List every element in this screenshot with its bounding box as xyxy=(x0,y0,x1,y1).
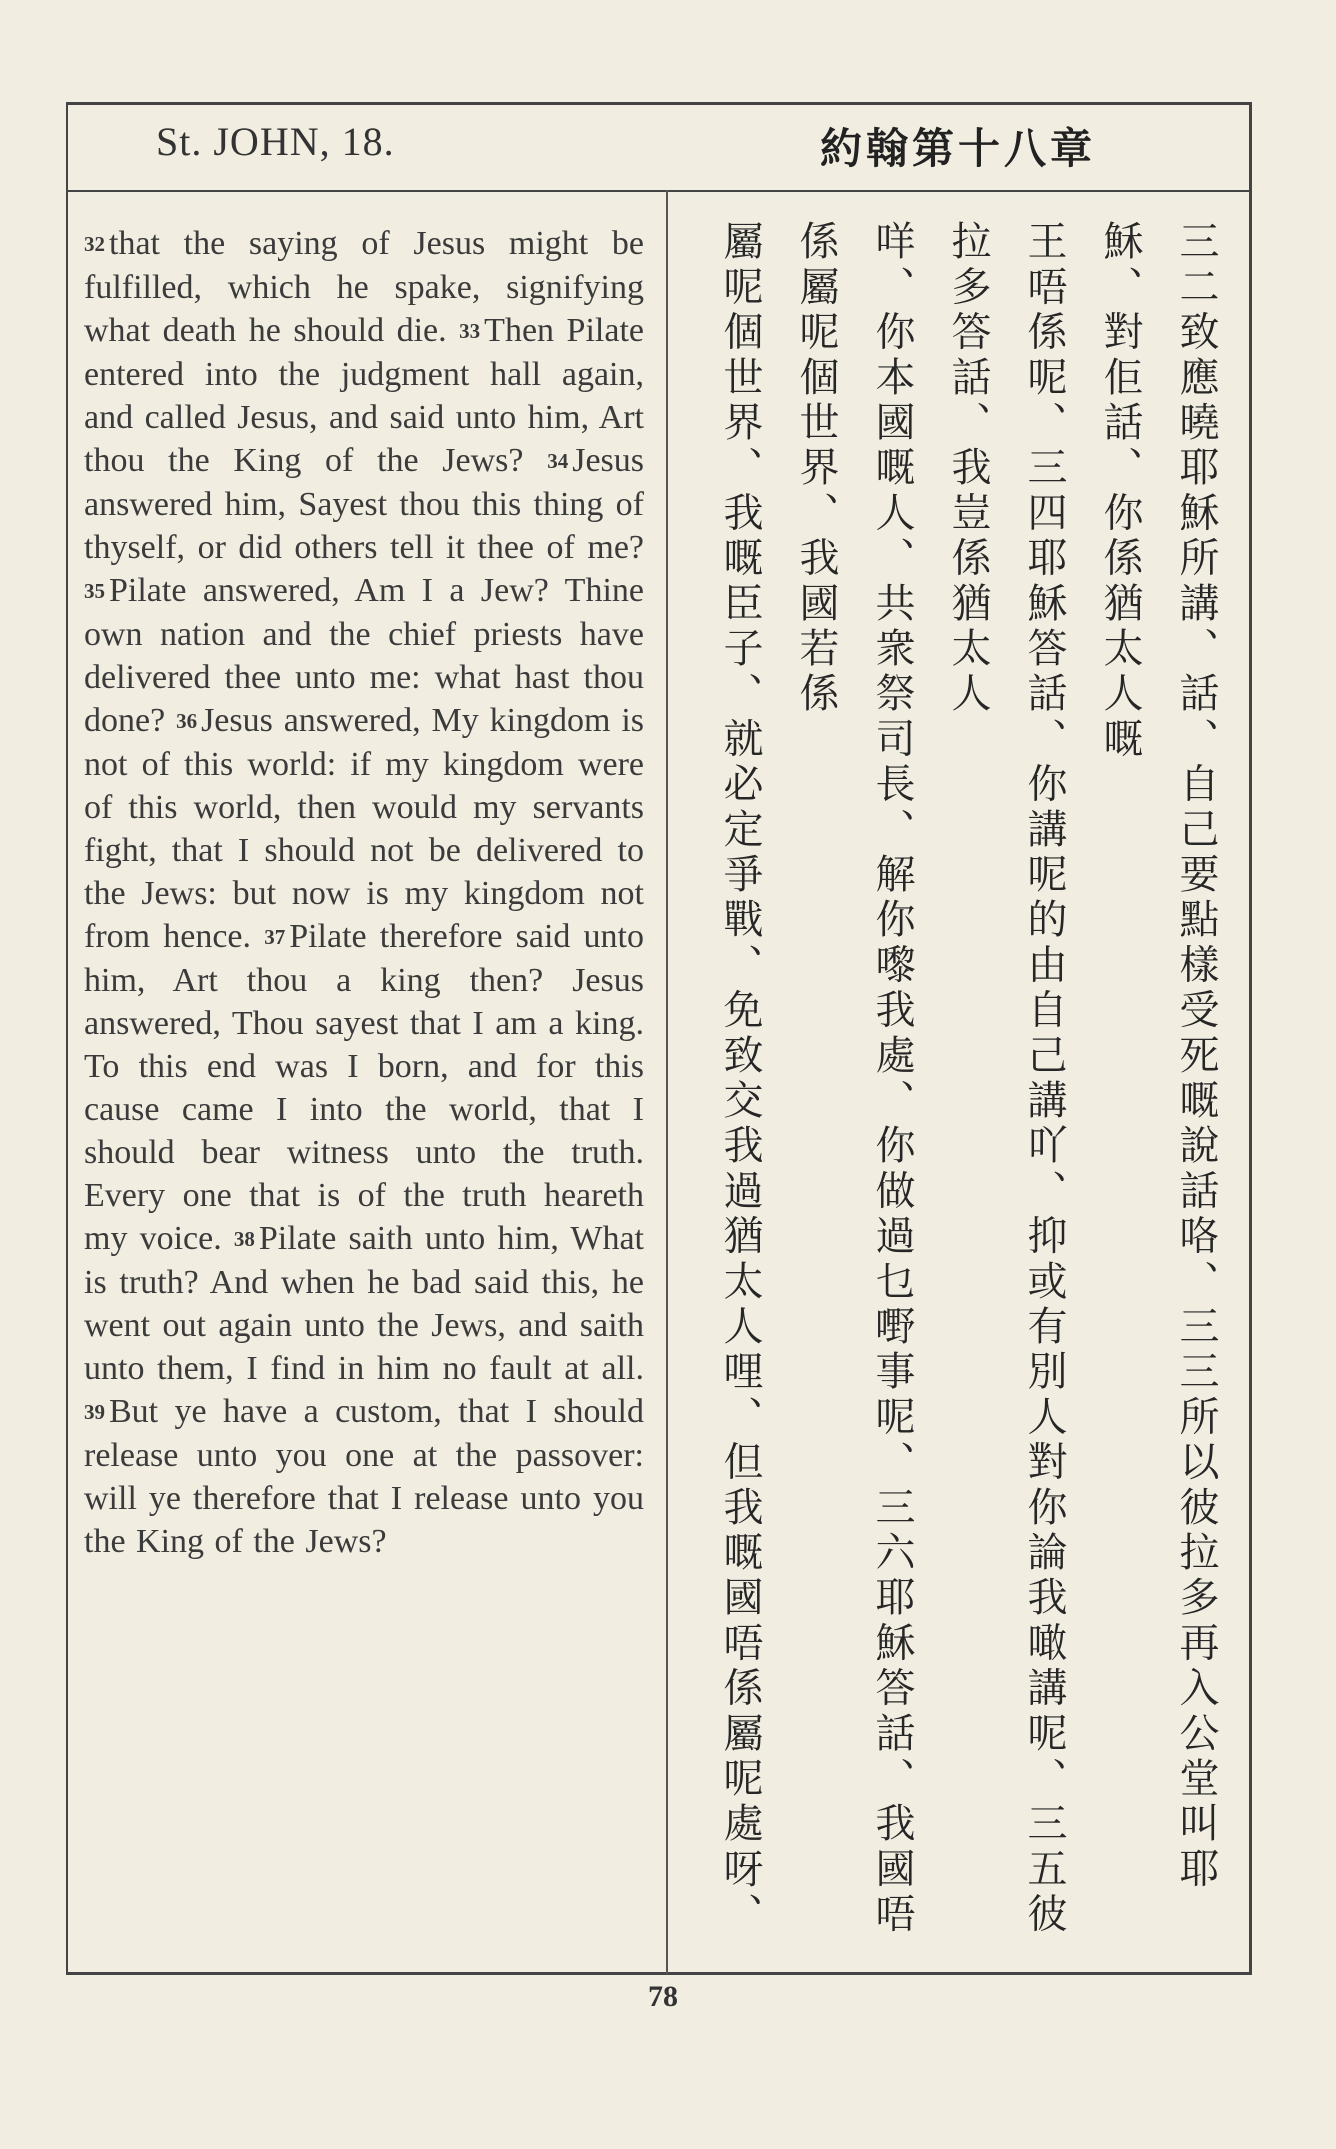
verse-number: 35 xyxy=(84,579,105,603)
chinese-running-head: 約翰第十八章 xyxy=(820,124,1097,173)
verse-text: Then Pilate entered into the judgment hall again, and called Jesus, and said unto him, Art thou the King of the Jews? xyxy=(84,312,644,479)
verse-37 xyxy=(84,918,644,1257)
verse-text: that the saying of Jesus might be fulfilled, which he spake, signifying what death he should die. xyxy=(84,225,644,349)
top-rule xyxy=(66,102,1252,105)
right-rule xyxy=(1249,102,1252,1974)
verse-text: Pilate answered, Am I a Jew? Thine own nation and the chief priests have delivered thee unto me: what hast thou done? xyxy=(84,572,644,739)
header-rule xyxy=(66,190,1252,192)
verse-text: But ye have a custom, that I should release unto you one at the passover: will ye therefore that I release unto you the King of the Jews? xyxy=(84,1393,644,1560)
verse-number: 32 xyxy=(84,232,105,256)
verse-number: 38 xyxy=(233,1227,255,1251)
english-text-column xyxy=(84,222,644,1563)
verse-number: 39 xyxy=(84,1400,105,1424)
chinese-column-line: 王唔係呢、三四耶穌答話、你講呢的由自己講吖、抑或有別人對你論我噉講呢、三五彼拉多答話、我豈係猶太人 xyxy=(945,220,1067,1938)
page-number: 78 xyxy=(648,1980,678,2013)
bottom-rule xyxy=(66,1972,1252,1975)
verse-text: Jesus answered him, Sayest thou this thing of thyself, or did others tell it thee of me? xyxy=(84,442,645,566)
verse-number: 33 xyxy=(459,319,481,343)
verse-number: 36 xyxy=(176,709,198,733)
verse-text: Jesus answered, My kingdom is not of this world: if my kingdom were of this world, then would my servants fight, that I should not be delivered to the Jews: but now is my kingdom not from hence. xyxy=(84,702,645,955)
chinese-column-line: 三二致應曉耶穌所講、話、自己要點樣受死嘅說話咯、三三所以彼拉多再入公堂叫耶穌、對佢話、你係猶太人嘅 xyxy=(1097,220,1219,1893)
verse-number: 34 xyxy=(547,449,569,473)
left-rule xyxy=(66,102,68,1974)
verse-text: Pilate therefore said unto him, Art thou a king then? Jesus answered, Thou sayest that I am a king. To this end was I born, and for this cause came I into the world, that I should bear witness unto the truth. Every one that is of the truth heareth my voice. xyxy=(84,918,644,1257)
chinese-column-line: 屬呢個世界、我嘅臣子、就必定爭戰、免致交我過猶太人哩、但我嘅國唔係屬呢處呀、 xyxy=(717,220,763,1938)
english-running-head: St. JOHN, 18. xyxy=(156,119,395,164)
verse-number: 37 xyxy=(264,925,286,949)
verse-39 xyxy=(84,1393,644,1560)
column-divider xyxy=(666,190,668,1974)
verse-text: Pilate saith unto him, What is truth? And when he bad said this, he went out again unto the Jews, and saith unto them, I find in him no fault at all. xyxy=(84,1220,645,1387)
chinese-column-line: 咩、你本國嘅人、共衆祭司長、解你嚟我處、你做過乜嘢事呢、三六耶穌答話、我國唔係屬呢個世界、我國若係 xyxy=(793,220,915,1938)
chinese-text-column xyxy=(694,220,1234,1960)
